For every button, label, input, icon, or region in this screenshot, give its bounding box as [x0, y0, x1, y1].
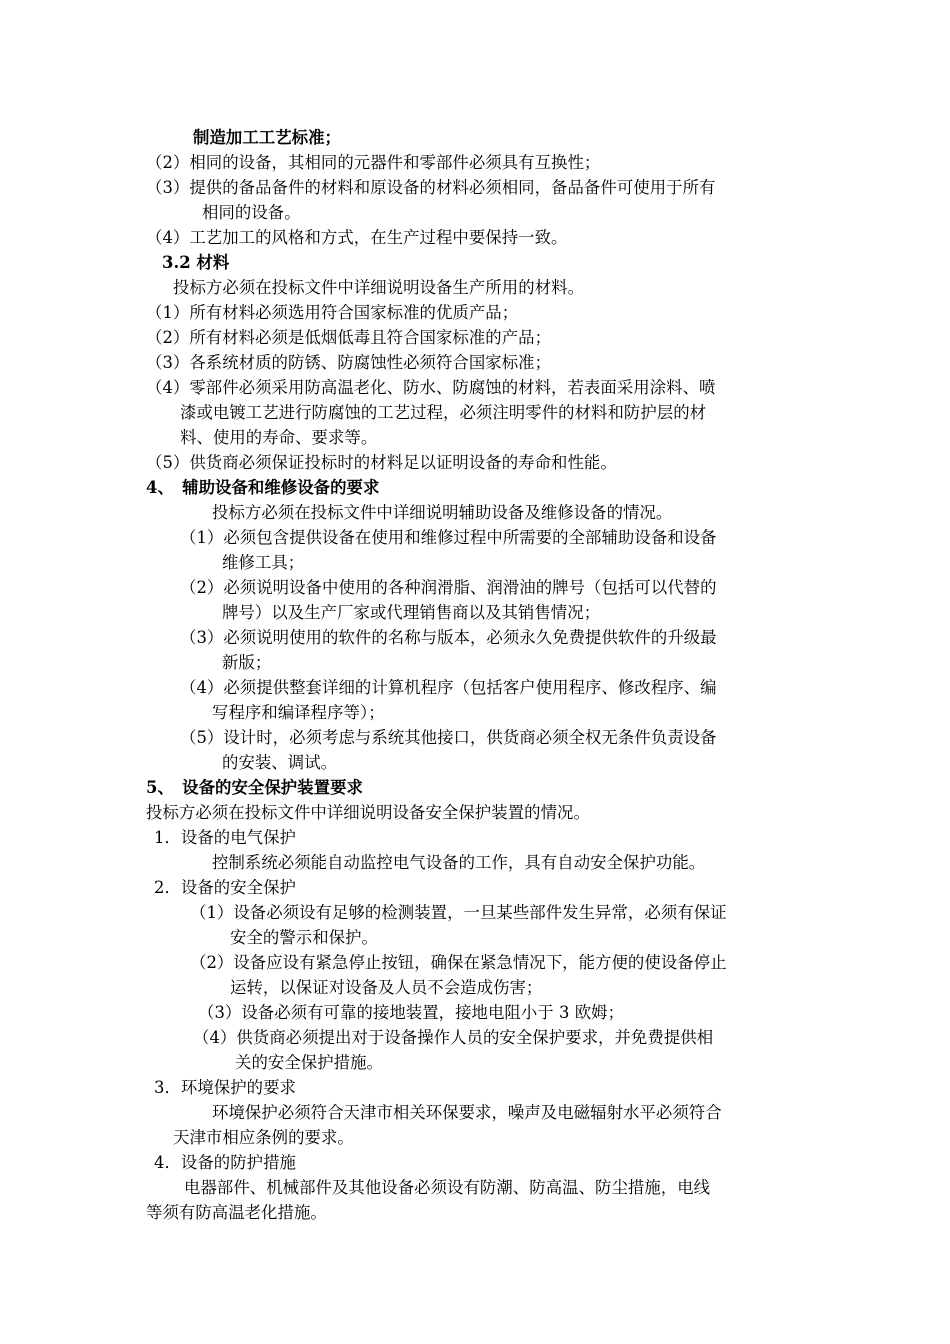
- text-line: 运转，以保证对设备及人员不会造成伤害；: [230, 978, 543, 997]
- list-item: （3）提供的备品备件的材料和原设备的材料必须相同，备品备件可使用于所有: [146, 178, 716, 197]
- subsection-heading: 2．设备的安全保护: [154, 878, 297, 897]
- list-item: （4）必须提供整套详细的计算机程序（包括客户使用程序、修改程序、编: [180, 678, 717, 697]
- text-line: 相同的设备。: [202, 203, 301, 222]
- text-line: 的安装、调试。: [222, 753, 338, 772]
- text-line: 写程序和编译程序等）；: [212, 703, 385, 722]
- text-line: 料、使用的寿命、要求等。: [180, 428, 378, 447]
- paragraph: 控制系统必须能自动监控电气设备的工作，具有自动安全保护功能。: [212, 853, 706, 872]
- section-heading: 5、 设备的安全保护装置要求: [146, 778, 363, 797]
- list-item: （5）设计时，必须考虑与系统其他接口，供货商必须全权无条件负责设备: [180, 728, 717, 747]
- list-item: （1）必须包含提供设备在使用和维修过程中所需要的全部辅助设备和设备: [180, 528, 717, 547]
- paragraph: 电器部件、机械部件及其他设备必须设有防潮、防高温、防尘措施，电线: [184, 1178, 711, 1197]
- list-item: （2）所有材料必须是低烟低毒且符合国家标准的产品；: [146, 328, 552, 347]
- list-item: （1）所有材料必须选用符合国家标准的优质产品；: [146, 303, 519, 322]
- list-item: （4）供货商必须提出对于设备操作人员的安全保护要求，并免费提供相: [193, 1028, 714, 1047]
- list-item: （1）设备必须设有足够的检测装置，一旦某些部件发生异常，必须有保证: [190, 903, 727, 922]
- section-heading: 4、 辅助设备和维修设备的要求: [146, 478, 380, 497]
- paragraph: 投标方必须在投标文件中详细说明设备生产所用的材料。: [173, 278, 585, 297]
- list-item: （3）各系统材质的防锈、防腐蚀性必须符合国家标准；: [146, 353, 552, 372]
- list-item: （3）设备必须有可靠的接地装置，接地电阻小于 3 欧姆；: [198, 1003, 625, 1022]
- text-line: 漆或电镀工艺进行防腐蚀的工艺过程，必须注明零件的材料和防护层的材: [180, 403, 707, 422]
- list-item: （4）工艺加工的风格和方式，在生产过程中要保持一致。: [146, 228, 568, 247]
- list-item: （4）零部件必须采用防高温老化、防水、防腐蚀的材料，若表面采用涂料、喷: [146, 378, 716, 397]
- list-item: （2）相同的设备，其相同的元器件和零部件必须具有互换性；: [146, 153, 601, 172]
- subsection-heading: 3．环境保护的要求: [154, 1078, 297, 1097]
- text-line: 关的安全保护措施。: [235, 1053, 383, 1072]
- text-line: 维修工具；: [222, 553, 305, 572]
- text-line: 安全的警示和保护。: [230, 928, 378, 947]
- subsection-heading: 4．设备的防护措施: [154, 1153, 297, 1172]
- paragraph: 投标方必须在投标文件中详细说明设备安全保护装置的情况。: [146, 803, 590, 822]
- list-item: （2）必须说明设备中使用的各种润滑脂、润滑油的牌号（包括可以代替的: [180, 578, 717, 597]
- section-heading: 3.2 材料: [162, 253, 230, 272]
- text-line: 等须有防高温老化措施。: [146, 1203, 327, 1222]
- paragraph: 投标方必须在投标文件中详细说明辅助设备及维修设备的情况。: [212, 503, 673, 522]
- text-line: 天津市相应条例的要求。: [173, 1128, 354, 1147]
- list-item: （5）供货商必须保证投标时的材料足以证明设备的寿命和性能。: [146, 453, 617, 472]
- list-item: （3）必须说明使用的软件的名称与版本，必须永久免费提供软件的升级最: [180, 628, 717, 647]
- subsection-heading: 1．设备的电气保护: [154, 828, 297, 847]
- text-line: 牌号）以及生产厂家或代理销售商以及其销售情况；: [222, 603, 601, 622]
- paragraph: 环境保护必须符合天津市相关环保要求，噪声及电磁辐射水平必须符合: [212, 1103, 722, 1122]
- text-line: 制造加工工艺标准；: [193, 128, 341, 147]
- text-line: 新版；: [222, 653, 272, 672]
- list-item: （2）设备应设有紧急停止按钮，确保在紧急情况下，能方便的使设备停止: [190, 953, 727, 972]
